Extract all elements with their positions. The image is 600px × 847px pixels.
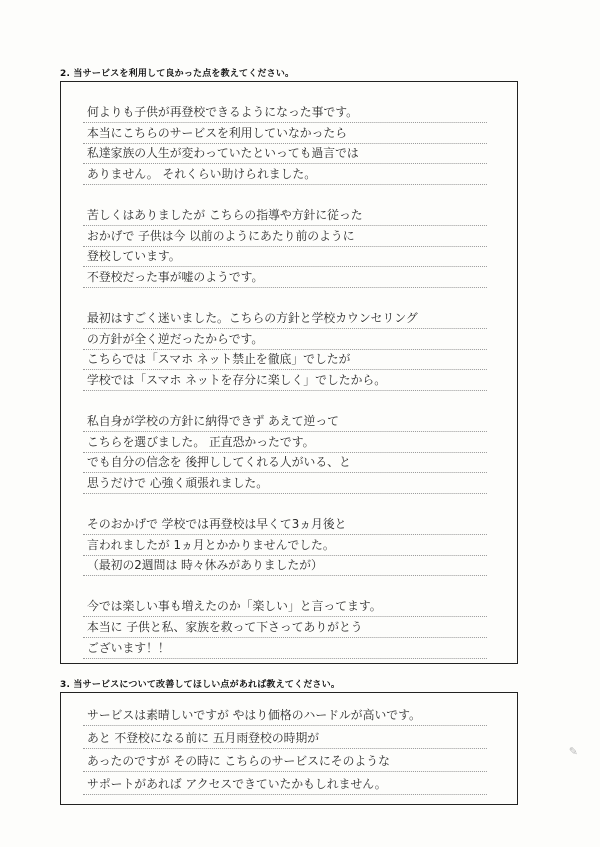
handwritten-line: 思うだけで 心強く頑張れました。 xyxy=(87,475,481,491)
handwritten-line: おかげで 子供は今 以前のようにあたり前のように xyxy=(87,228,481,244)
question-3-answer-box[interactable] xyxy=(60,692,518,805)
question-2-label: 2. 当サービスを利用して良かった点を教えてください。 xyxy=(60,69,295,79)
handwritten-line: 言われましたが 1ヵ月とかかりませんでした。 xyxy=(87,537,481,553)
handwritten-line: ございます！！ xyxy=(87,640,481,656)
pencil-smudge-icon: ✎ xyxy=(568,745,578,758)
handwritten-line: 私自身が学校の方針に納得できず あえて逆って xyxy=(87,413,481,429)
handwritten-line: 不登校だった事が嘘のようです。 xyxy=(87,269,481,285)
handwritten-line: そのおかげで 学校では再登校は早くて3ヵ月後と xyxy=(87,516,481,532)
handwritten-line: 何よりも子供が再登校できるようになった事です。 xyxy=(87,104,481,120)
handwritten-line: 私達家族の人生が変わっていたといっても過言では xyxy=(87,145,481,161)
handwritten-line: 最初はすごく迷いました。こちらの方針と学校カウンセリング xyxy=(87,310,481,326)
handwritten-line: 本当に 子供と私、家族を救って下さってありがとう xyxy=(87,619,481,635)
question-2-answer-lines xyxy=(87,82,487,663)
handwritten-line: 今では楽しい事も増えたのか「楽しい」と言ってます。 xyxy=(87,598,481,614)
handwritten-line: こちらを選びました。 正直恐かったです。 xyxy=(87,434,481,450)
question-2-answer-box[interactable] xyxy=(60,81,518,664)
handwritten-line: 学校では「スマホ ネットを存分に楽しく」でしたから。 xyxy=(87,372,481,388)
handwritten-line: サービスは素晴しいですが やはり価格のハードルが高いです。 xyxy=(87,707,481,723)
handwritten-line: あと 不登校になる前に 五月雨登校の時期が xyxy=(87,730,481,746)
handwritten-line: 苦しくはありましたが こちらの指導や方針に従った xyxy=(87,207,481,223)
question-3-answer-lines xyxy=(87,693,487,804)
handwritten-line: の方針が全く逆だったからです。 xyxy=(87,331,481,347)
handwritten-line: あったのですが その時に こちらのサービスにそのような xyxy=(87,753,481,769)
handwritten-line: でも自分の信念を 後押ししてくれる人がいる、と xyxy=(87,454,481,470)
handwritten-line: （最初の2週間は 時々休みがありましたが） xyxy=(87,557,481,573)
question-3-label: 3. 当サービスについて改善してほしい点があれば教えてください。 xyxy=(60,680,341,690)
handwritten-line: 本当にこちらのサービスを利用していなかったら xyxy=(87,125,481,141)
handwritten-line: サポートがあれば アクセスできていたかもしれません。 xyxy=(87,776,481,792)
handwritten-line: ありません。 それくらい助けられました。 xyxy=(87,166,481,182)
handwritten-line: 登校しています。 xyxy=(87,248,481,264)
handwritten-line: こちらでは「スマホ ネット禁止を徹底」でしたが xyxy=(87,351,481,367)
